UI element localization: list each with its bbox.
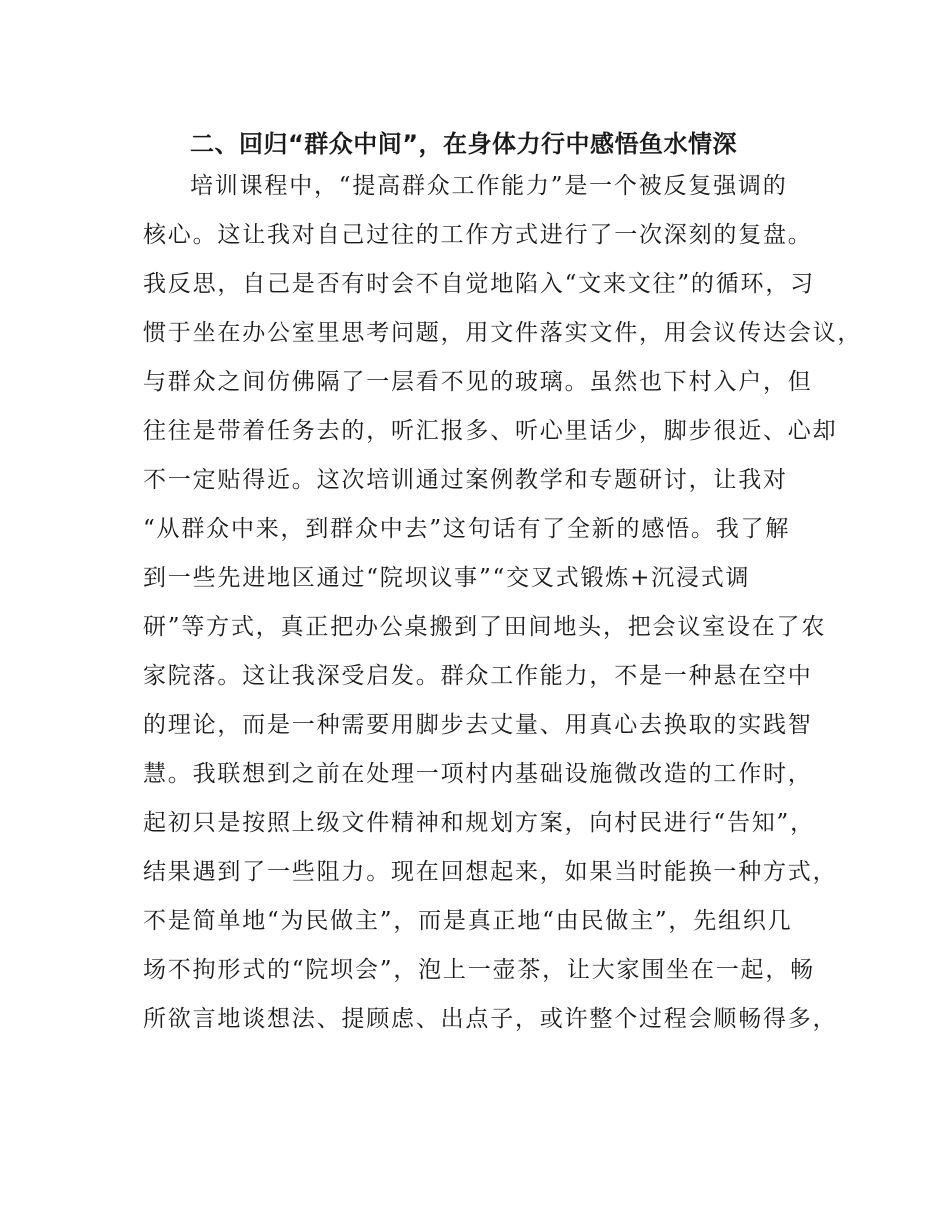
paragraph-line: “从群众中来，到群众中去”这句话有了全新的感悟。我了解 bbox=[143, 516, 791, 542]
paragraph-line: 研”等方式，真正把办公桌搬到了田间地头，把会议室设在了农 bbox=[143, 614, 827, 640]
paragraph-line: 慧。我联想到之前在处理一项村内基础设施微改造的工作时， bbox=[143, 761, 813, 787]
paragraph-line: 与群众之间仿佛隔了一层看不见的玻璃。虽然也下村入户，但 bbox=[143, 369, 813, 395]
paragraph-line: 不一定贴得近。这次培训通过案例教学和专题研讨，让我对 bbox=[143, 467, 788, 493]
paragraph-line: 往往是带着任务去的，听汇报多、听心里话少，脚步很近、心却 bbox=[143, 418, 838, 444]
section-heading: 二、回归“群众中间”，在身体力行中感悟鱼水情深 bbox=[190, 130, 738, 158]
paragraph-line: 结果遇到了一些阻力。现在回想起来，如果当时能换一种方式， bbox=[143, 859, 838, 885]
paragraph-line: 不是简单地“为民做主”，而是真正地“由民做主”，先组织几 bbox=[143, 908, 793, 934]
paragraph-line: 到一些先进地区通过“院坝议事”“交叉式锻炼+沉浸式调 bbox=[143, 565, 751, 591]
paragraph-line: 场不拘形式的“院坝会”，泡上一壶茶，让大家围坐在一起，畅 bbox=[143, 957, 815, 983]
paragraph-line: 我反思，自己是否有时会不自觉地陷入“文来文往”的循环，习 bbox=[143, 271, 815, 297]
body-paragraph bbox=[143, 162, 863, 1044]
paragraph-line: 核心。这让我对自己过往的工作方式进行了一次深刻的复盘。 bbox=[143, 222, 813, 248]
paragraph-line: 起初只是按照上级文件精神和规划方案，向村民进行“告知”， bbox=[143, 810, 815, 836]
paragraph-line: 所欲言地谈想法、提顾虑、出点子，或许整个过程会顺畅得多， bbox=[143, 1006, 838, 1032]
paragraph-line: 培训课程中，“提高群众工作能力”是一个被反复强调的 bbox=[190, 173, 788, 199]
paragraph-line: 的理论，而是一种需要用脚步去丈量、用真心去换取的实践智 bbox=[143, 712, 813, 738]
paragraph-line: 惯于坐在办公室里思考问题，用文件落实文件，用会议传达会议， bbox=[143, 320, 863, 346]
paragraph-line: 家院落。这让我深受启发。群众工作能力，不是一种悬在空中 bbox=[143, 663, 813, 689]
